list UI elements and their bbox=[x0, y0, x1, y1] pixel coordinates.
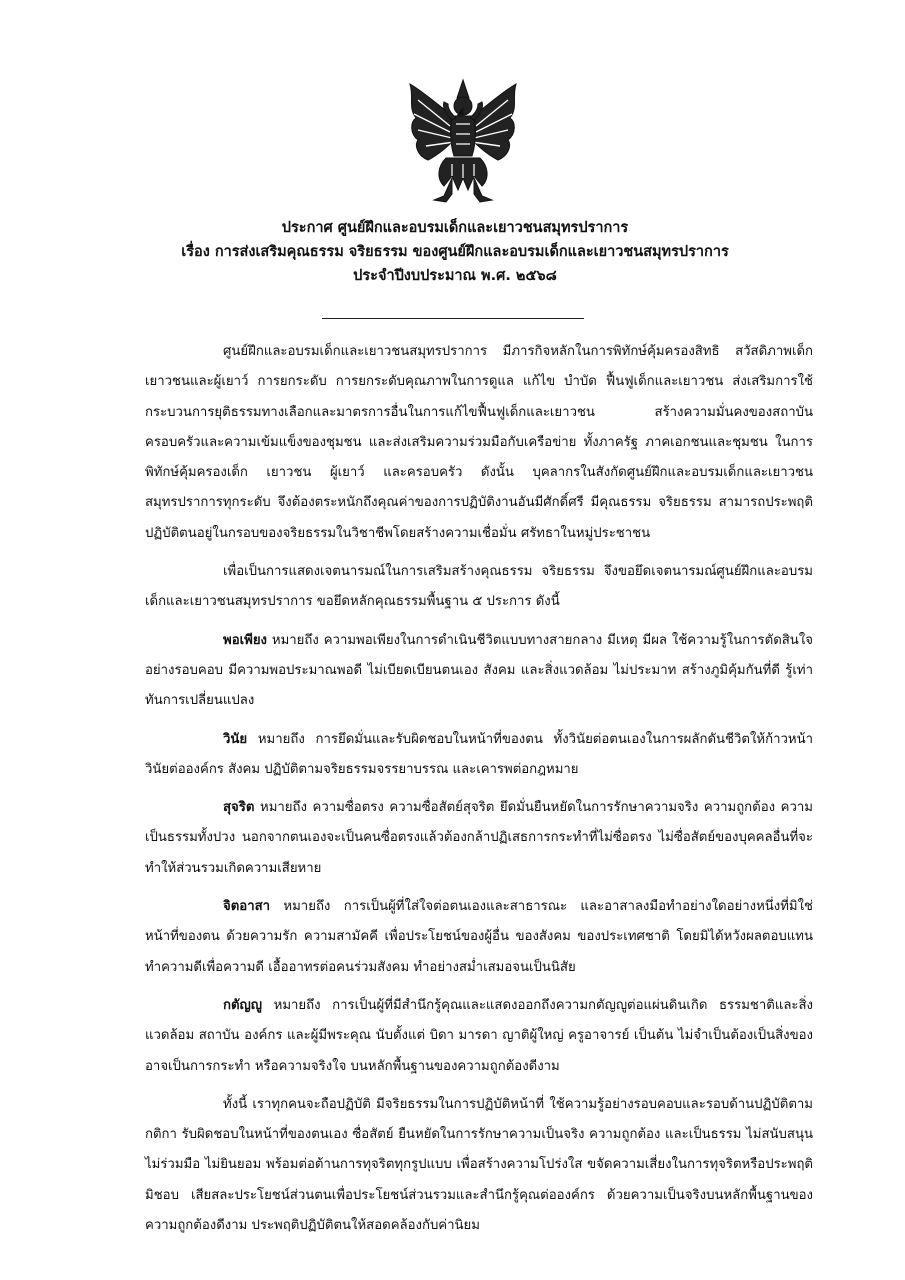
virtue-item bbox=[145, 725, 813, 786]
announcement-body bbox=[145, 337, 813, 1249]
virtue-definition: หมายถึง การเป็นผู้ที่ใส่ใจต่อตนเองและสาธารณะ และอาสาลงมือทำอย่างใดอย่างหนึ่งที่มิใช่หน้าที่ของตน ด้วยความรัก ความสามัคคี เพื่อประโยชน์ของผู้อื่น ของสังคม ของประเทศชาติ โดยมิได้หวังผลตอบแทน ทำความดีเพื่อความดี เอื้ออาทรต่อคนร่วมสังคม ทำอย่างสม่ำเสมอจนเป็นนิสัย bbox=[145, 899, 813, 975]
virtue-term: วินัย bbox=[223, 731, 248, 747]
garuda-emblem-icon bbox=[402, 78, 524, 206]
conclusion-paragraph: ทั้งนี้ เราทุกคนจะถือปฏิบัติ มีจริยธรรมในการปฏิบัติหน้าที่ ใช้ความรู้อย่างรอบคอบและรอบด้านปฏิบัติตามกติกา รับผิดชอบในหน้าที่ของตนเอง ซื่อสัตย์ ยืนหยัดในการรักษาความเป็นจริง ความถูกต้อง และเป็นธรรม ไม่สนับสนุน ไม่ร่วมมือ ไม่ยินยอม พร้อมต่อต้านการทุจริตทุกรูปแบบ เพื่อสร้างความโปร่งใส ขจัดความเสี่ยงในการทุจริตหรือประพฤติมิชอบ เสียสละประโยชน์ส่วนตนเพื่อประโยชน์ส่วนรวมและสำนึกรู้คุณต่อองค์กร ด้วยความเป็นจริงบนหลักพื้นฐานของความถูกต้องดีงาม ประพฤติปฏิบัติตนให้สอดคล้องกับค่านิยม bbox=[145, 1096, 813, 1234]
announcement-header bbox=[130, 216, 780, 288]
virtue-definition: หมายถึง ความพอเพียงในการดำเนินชีวิตแบบทางสายกลาง มีเหตุ มีผล ใช้ความรู้ในการตัดสินใจอย่างรอบคอบ มีความพอประมาณพอดี ไม่เบียดเบียนตนเอง สังคม และสิ่งแวดล้อม ไม่ประมาท สร้างภูมิคุ้มกันที่ดี รู้เท่าทันการเปลี่ยนแปลง bbox=[145, 632, 813, 709]
virtue-definition: หมายถึง ความซื่อตรง ความซื่อสัตย์สุจริต ยึดมั่นยืนหยัดในการรักษาความจริง ความถูกต้อง ความเป็นธรรมทั้งปวง นอกจากตนเองจะเป็นคนซื่อตรงแล้วต้องกล้าปฏิเสธการกระทำที่ไม่ซื่อตรง ไม่ซื่อสัตย์ของบุคคลอื่นที่จะทำให้ส่วนรวมเกิดความเสียหาย bbox=[145, 800, 813, 876]
virtue-term: พอเพียง bbox=[223, 632, 267, 648]
virtue-term: กตัญญู bbox=[223, 997, 263, 1013]
virtue-item bbox=[145, 793, 813, 884]
virtue-term: สุจริต bbox=[223, 800, 255, 816]
virtue-item bbox=[145, 892, 813, 983]
virtue-term: จิตอาสา bbox=[223, 899, 271, 915]
intro-paragraph: ศูนย์ฝึกและอบรมเด็กและเยาวชนสมุทรปราการ มีภารกิจหลักในการพิทักษ์คุ้มครองสิทธิ สวัสดิภาพเด็ก เยาวชนและผู้เยาว์ การยกระดับ การยกระดับคุณภาพในการดูแล แก้ไข บำบัด ฟื้นฟูเด็กและเยาวชน ส่งเสริมการใช้กระบวนการยุติธรรมทางเลือกและมาตรการอื่นในการแก้ไขฟื้นฟูเด็กและเยาวชน สร้างความมั่นคงของสถาบันครอบครัวและความเข้มแข็งของชุมชน และส่งเสริมความร่วมมือกับเครือข่าย ทั้งภาครัฐ ภาคเอกชนและชุมชน ในการพิทักษ์คุ้มครองเด็ก เยาวชน ผู้เยาว์ และครอบครัว ดังนั้น บุคลากรในสังกัดศูนย์ฝึกและอบรมเด็กและเยาวชนสมุทรปราการทุกระดับ จึงต้องตระหนักถึงคุณค่าของการปฏิบัติงานอันมีศักดิ์ศรี มีคุณธรรม จริยธรรม สามารถประพฤติปฏิบัติตนอยู่ในกรอบของจริยธรรมในวิชาชีพโดยสร้างความเชื่อมั่น ศรัทธาในหมู่ประชาชน bbox=[145, 344, 813, 541]
announcement-title: ประกาศ ศูนย์ฝึกและอบรมเด็กและเยาวชนสมุทรปราการ bbox=[281, 220, 629, 236]
purpose-paragraph: เพื่อเป็นการแสดงเจตนารมณ์ในการเสริมสร้างคุณธรรม จริยธรรม จึงขอยึดเจตนารมณ์ศูนย์ฝึกและอบรมเด็กและเยาวชนสมุทรปราการ ขอยึดหลักคุณธรรมพื้นฐาน ๕ ประการ ดังนี้ bbox=[145, 564, 813, 610]
announcement-fiscal-year: ประจำปีงบประมาณ พ.ศ. ๒๕๖๘ bbox=[353, 268, 557, 284]
virtue-item bbox=[145, 991, 813, 1082]
virtue-definition: หมายถึง การยึดมั่นและรับผิดชอบในหน้าที่ของตน ทั้งวินัยต่อตนเองในการผลักดันชีวิตให้ก้าวหน้า วินัยต่อองค์กร สังคม ปฏิบัติตามจริยธรรมจรรยาบรรณ และเคารพต่อกฎหมาย bbox=[145, 731, 813, 777]
announcement-subject: เรื่อง การส่งเสริมคุณธรรม จริยธรรม ของศูนย์ฝึกและอบรมเด็กและเยาวชนสมุทรปราการ bbox=[181, 244, 729, 260]
virtue-definition: หมายถึง การเป็นผู้ที่มีสำนึกรู้คุณและแสดงออกถึงความกตัญญูต่อแผ่นดินเกิด ธรรมชาติและสิ่งแวดล้อม สถาบัน องค์กร และผู้มีพระคุณ นับตั้งแต่ บิดา มารดา ญาติผู้ใหญ่ ครูอาจารย์ เป็นต้น ไม่จำเป็นต้องเป็นสิ่งของ อาจเป็นการกระทำ หรือความจริงใจ บนหลักพื้นฐานของความถูกต้องดีงาม bbox=[145, 997, 813, 1074]
header-divider bbox=[322, 318, 584, 319]
virtue-item bbox=[145, 626, 813, 717]
